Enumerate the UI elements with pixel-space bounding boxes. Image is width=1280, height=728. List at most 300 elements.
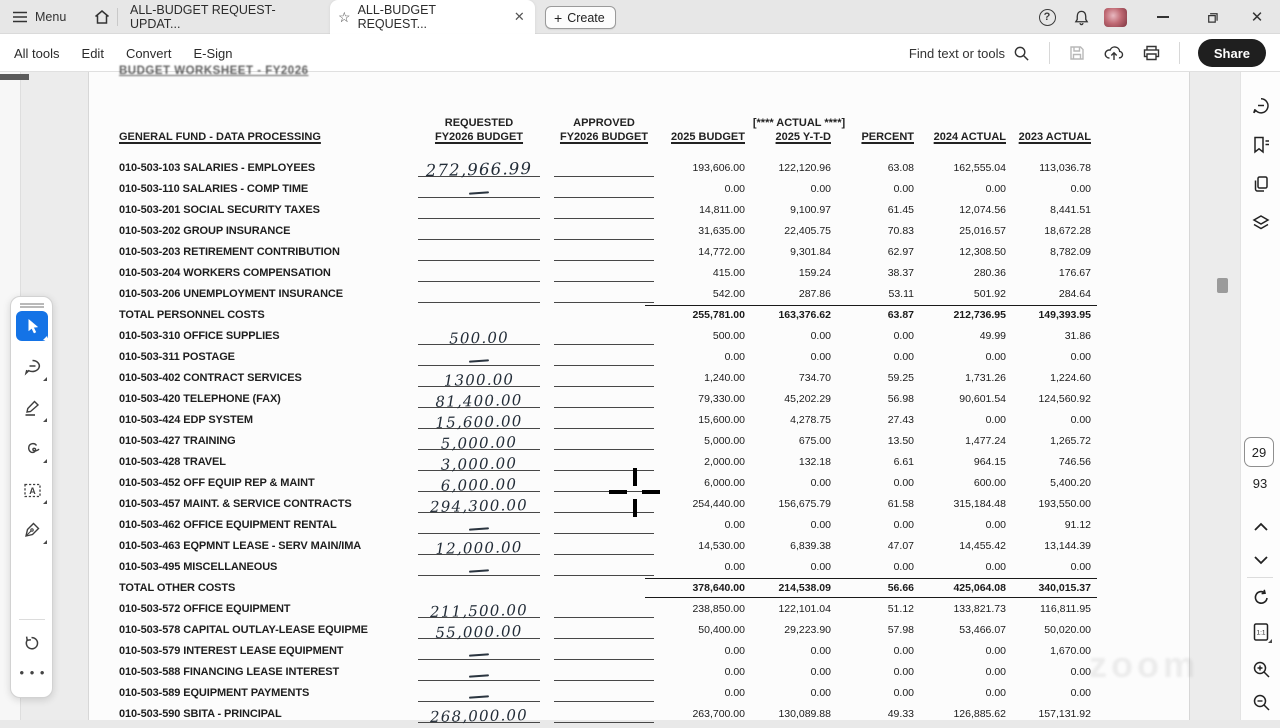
actual-2024-value: 600.00 — [973, 477, 1006, 489]
fill-line — [554, 281, 654, 282]
actual-2023-value: 340,015.37 — [1038, 582, 1091, 594]
tab-2-label: ALL-BUDGET REQUEST... — [357, 3, 436, 31]
percent-value: 0.00 — [893, 183, 914, 195]
table-row — [89, 410, 1191, 431]
actual-2024-value: 964.15 — [973, 456, 1006, 468]
pages-panel-icon — [1251, 174, 1271, 194]
ytd-2025-value: 132.18 — [798, 456, 831, 468]
handwritten-requested-value: 5,000.00 — [440, 433, 518, 453]
fill-line — [418, 365, 540, 366]
actual-2024-value: 212,736.95 — [953, 309, 1006, 321]
requested-fy2026-cell — [416, 515, 542, 536]
table-row — [89, 347, 1191, 368]
ytd-2025-value: 6,839.38 — [790, 540, 831, 552]
actual-2024-value: 53,466.07 — [959, 624, 1006, 636]
actual-2023-value: 1,670.00 — [1050, 645, 1091, 657]
approved-fy2026-cell — [552, 410, 656, 431]
tab-all-tools[interactable]: All tools — [14, 45, 60, 61]
zoom-in-button[interactable] — [1249, 657, 1273, 681]
save-button[interactable] — [1068, 44, 1086, 62]
fill-line — [418, 680, 540, 681]
ytd-2025-value: 0.00 — [810, 351, 831, 363]
fill-line — [554, 239, 654, 240]
fill-line — [554, 533, 654, 534]
collapsed-panel-indicator — [0, 74, 29, 80]
ytd-2025-value: 45,202.29 — [784, 393, 831, 405]
row-account-label: 010-503-402 CONTRACT SERVICES — [119, 372, 302, 384]
page-fit-button[interactable] — [1249, 620, 1273, 644]
approved-fy2026-cell — [552, 494, 656, 515]
tab-1-label: ALL-BUDGET REQUEST-UPDAT... — [130, 3, 276, 31]
ytd-2025-value: 0.00 — [810, 519, 831, 531]
actual-2024-value: 12,308.50 — [959, 246, 1006, 258]
actual-2023-value: 149,393.95 — [1038, 309, 1091, 321]
approved-fy2026-cell — [552, 263, 656, 284]
percent-value: 0.00 — [893, 561, 914, 573]
minimize-button[interactable] — [1146, 0, 1180, 34]
requested-fy2026-cell — [416, 536, 542, 557]
requested-fy2026-cell — [416, 410, 542, 431]
percent-value: 62.97 — [887, 246, 914, 258]
percent-value: 61.45 — [887, 204, 914, 216]
percent-value: 49.33 — [887, 708, 914, 720]
handwritten-dash-mark — [469, 359, 489, 363]
percent-value: 38.37 — [887, 267, 914, 279]
row-account-label: 010-503-495 MISCELLANEOUS — [119, 561, 278, 573]
ytd-2025-value: 214,538.09 — [778, 582, 831, 594]
handwritten-requested-value: 272,966.99 — [425, 158, 533, 181]
row-account-label: 010-503-427 TRAINING — [119, 435, 236, 447]
actual-2024-value: 0.00 — [985, 645, 1006, 657]
ytd-2025-value: 675.00 — [798, 435, 831, 447]
row-account-label: 010-503-202 GROUP INSURANCE — [119, 225, 291, 237]
undo-button[interactable] — [16, 628, 48, 658]
table-row — [89, 242, 1191, 263]
share-button[interactable] — [1198, 39, 1266, 67]
fill-line — [554, 659, 654, 660]
actual-2024-value: 425,064.08 — [953, 582, 1006, 594]
section-title: GENERAL FUND - DATA PROCESSING — [119, 131, 321, 143]
fill-line — [554, 470, 654, 471]
col-header-2024-actual: 2024 ACTUAL — [933, 131, 1006, 143]
account-button[interactable] — [1098, 0, 1132, 34]
percent-value: 47.07 — [887, 540, 914, 552]
approved-fy2026-cell — [552, 599, 656, 620]
budget-2025-value: 0.00 — [724, 666, 745, 678]
percent-value: 63.87 — [887, 309, 914, 321]
table-row — [89, 389, 1191, 410]
fill-line — [418, 218, 540, 219]
share-label: Share — [1213, 45, 1250, 61]
home-icon — [93, 8, 111, 26]
table-row — [89, 599, 1191, 620]
minimize-icon — [1157, 16, 1169, 18]
table-row — [89, 683, 1191, 704]
actual-2024-value: 25,016.57 — [959, 225, 1006, 237]
fill-line — [554, 638, 654, 639]
row-account-label: 010-503-110 SALARIES - COMP TIME — [119, 183, 309, 195]
handwritten-dash-mark — [469, 695, 489, 699]
budget-2025-value: 2,000.00 — [704, 456, 745, 468]
actual-2023-value: 91.12 — [1064, 519, 1091, 531]
budget-2025-value: 263,700.00 — [692, 708, 745, 720]
handwritten-requested-value: 268,000.00 — [429, 705, 529, 727]
table-row — [89, 431, 1191, 452]
percent-value: 0.00 — [893, 645, 914, 657]
close-window-button[interactable] — [1240, 0, 1274, 34]
requested-fy2026-cell — [416, 389, 542, 410]
ytd-2025-value: 122,120.96 — [778, 162, 831, 174]
approved-fy2026-cell — [552, 431, 656, 452]
help-icon: ? — [1039, 9, 1056, 26]
fill-sign-tool-button[interactable] — [16, 515, 48, 545]
percent-value: 56.66 — [887, 582, 914, 594]
actual-2024-value: 0.00 — [985, 414, 1006, 426]
approved-fy2026-cell — [552, 536, 656, 557]
budget-2025-value: 15,600.00 — [698, 414, 745, 426]
ytd-2025-value: 734.70 — [798, 372, 831, 384]
tab-esign[interactable]: E-Sign — [193, 45, 233, 61]
approved-fy2026-cell — [552, 158, 656, 179]
print-icon — [1142, 44, 1161, 62]
hamburger-icon — [12, 10, 28, 24]
quicktools-divider — [19, 619, 45, 620]
approved-fy2026-cell — [552, 515, 656, 536]
handwritten-requested-value: 15,600.00 — [435, 412, 523, 432]
budget-2025-value: 0.00 — [724, 687, 745, 699]
fill-line — [554, 449, 654, 450]
layers-panel-icon — [1251, 213, 1271, 233]
approved-fy2026-cell — [552, 347, 656, 368]
requested-fy2026-cell — [416, 347, 542, 368]
ytd-2025-value: 0.00 — [810, 477, 831, 489]
document-canvas — [0, 65, 1280, 727]
table-row — [89, 326, 1191, 347]
home-button[interactable] — [90, 5, 114, 29]
requested-fy2026-cell — [416, 179, 542, 200]
requested-fy2026-cell — [416, 452, 542, 473]
draw-squiggle-icon — [23, 441, 41, 457]
highlighter-icon — [23, 399, 41, 417]
table-row — [89, 515, 1191, 536]
tab-edit[interactable]: Edit — [81, 45, 104, 61]
budget-2025-value: 378,640.00 — [692, 582, 745, 594]
create-button[interactable] — [545, 6, 616, 29]
tab-document-1[interactable] — [124, 0, 322, 34]
col-header-requested: REQUESTED — [444, 117, 514, 129]
actual-2023-value: 284.64 — [1058, 288, 1091, 300]
rotate-icon — [1252, 588, 1271, 607]
fill-line — [554, 302, 654, 303]
table-row — [89, 494, 1191, 515]
requested-fy2026-cell — [416, 284, 542, 305]
page-total: 93 — [1252, 476, 1268, 491]
budget-2025-value: 500.00 — [712, 330, 745, 342]
actual-2024-value: 501.92 — [973, 288, 1006, 300]
approved-fy2026-cell — [552, 305, 656, 326]
select-tool-button[interactable] — [16, 311, 48, 341]
col-header-2025-budget: 2025 BUDGET — [671, 131, 745, 143]
row-account-label: 010-503-588 FINANCING LEASE INTEREST — [119, 666, 340, 678]
approved-fy2026-cell — [552, 557, 656, 578]
percent-value: 6.61 — [893, 456, 914, 468]
star-icon[interactable]: ☆ — [338, 8, 351, 25]
toolbar-divider — [1179, 42, 1180, 64]
comments-panel-icon — [1251, 96, 1271, 116]
table-row — [89, 284, 1191, 305]
handwritten-dash-mark — [469, 527, 489, 531]
drag-handle[interactable] — [20, 303, 44, 305]
budget-2025-value: 0.00 — [724, 183, 745, 195]
find-label: Find text or tools — [908, 45, 1005, 61]
percent-value: 51.12 — [887, 603, 914, 615]
percent-value: 63.08 — [887, 162, 914, 174]
table-row — [89, 620, 1191, 641]
handwritten-requested-value: 81,400.00 — [435, 391, 523, 411]
approved-fy2026-cell — [552, 662, 656, 683]
upload-cloud-icon — [1104, 44, 1124, 62]
approved-fy2026-cell — [552, 683, 656, 704]
table-row — [89, 704, 1191, 725]
requested-fy2026-cell — [416, 599, 542, 620]
table-row — [89, 179, 1191, 200]
budget-2025-value: 0.00 — [724, 519, 745, 531]
actual-2024-value: 1,477.24 — [965, 435, 1006, 447]
create-label: Create — [567, 10, 605, 25]
actual-2024-value: 280.36 — [973, 267, 1006, 279]
select-arrow-icon — [24, 317, 41, 335]
watermark-ghost: zoom — [1089, 644, 1199, 685]
handwritten-requested-value: 55,000.00 — [435, 622, 523, 642]
requested-fy2026-cell — [416, 641, 542, 662]
more-tools-button[interactable]: • • • — [19, 665, 46, 680]
fill-line — [418, 659, 540, 660]
requested-fy2026-cell — [416, 620, 542, 641]
approved-fy2026-cell — [552, 704, 656, 725]
fill-line — [418, 575, 540, 576]
budget-2025-value: 79,330.00 — [698, 393, 745, 405]
actual-2023-value: 8,441.51 — [1050, 204, 1091, 216]
close-icon: ✕ — [1250, 9, 1264, 26]
approved-fy2026-cell — [552, 326, 656, 347]
help-button[interactable] — [1030, 0, 1064, 34]
col-header-2023-actual: 2023 ACTUAL — [1018, 131, 1091, 143]
next-page-button[interactable] — [1249, 548, 1273, 572]
budget-2025-value: 193,606.00 — [692, 162, 745, 174]
requested-fy2026-cell — [416, 431, 542, 452]
title-bar — [0, 0, 1280, 34]
row-account-label: TOTAL PERSONNEL COSTS — [119, 309, 265, 321]
requested-fy2026-cell — [416, 305, 542, 326]
row-account-label: 010-503-204 WORKERS COMPENSATION — [119, 267, 331, 279]
quick-tools-panel — [10, 296, 53, 698]
requested-fy2026-cell — [416, 326, 542, 347]
fill-line — [418, 302, 540, 303]
ytd-2025-value: 122,101.04 — [778, 603, 831, 615]
row-account-label: 010-503-424 EDP SYSTEM — [119, 414, 253, 426]
fill-line — [554, 407, 654, 408]
requested-fy2026-cell — [416, 704, 542, 725]
avatar — [1104, 8, 1127, 27]
ytd-2025-value: 0.00 — [810, 330, 831, 342]
titlebar-separator — [117, 8, 118, 26]
requested-fy2026-cell — [416, 578, 542, 599]
budget-2025-value: 415.00 — [712, 267, 745, 279]
actual-2023-value: 18,672.28 — [1044, 225, 1091, 237]
fill-line — [418, 533, 540, 534]
actual-2023-value: 31.86 — [1064, 330, 1091, 342]
budget-2025-value: 254,440.00 — [692, 498, 745, 510]
actual-2023-value: 50,020.00 — [1044, 624, 1091, 636]
percent-value: 13.50 — [887, 435, 914, 447]
save-icon — [1068, 44, 1086, 62]
tab-close-icon[interactable]: ✕ — [513, 9, 525, 24]
tab-document-2-active[interactable] — [330, 0, 535, 34]
fill-line — [418, 239, 540, 240]
budget-2025-value: 14,772.00 — [698, 246, 745, 258]
fill-line — [418, 281, 540, 282]
highlight-tool-button[interactable] — [16, 393, 48, 423]
row-account-label: 010-503-428 TRAVEL — [119, 456, 226, 468]
ytd-2025-value: 0.00 — [810, 666, 831, 678]
zoom-in-icon — [1252, 660, 1271, 679]
add-text-tool-button[interactable] — [16, 475, 48, 505]
fill-line — [554, 365, 654, 366]
actual-2023-value: 1,224.60 — [1050, 372, 1091, 384]
handwritten-dash-mark — [469, 569, 489, 573]
row-account-label: 010-503-203 RETIREMENT CONTRIBUTION — [119, 246, 340, 258]
requested-fy2026-cell — [416, 158, 542, 179]
fill-line — [554, 512, 654, 513]
table-row — [89, 305, 1191, 326]
print-button[interactable] — [1142, 44, 1161, 62]
budget-2025-value: 50,400.00 — [698, 624, 745, 636]
ytd-2025-value: 4,278.75 — [790, 414, 831, 426]
table-row — [89, 263, 1191, 284]
rotate-button[interactable] — [1249, 585, 1273, 609]
add-text-icon — [23, 482, 42, 499]
comments-panel-button[interactable] — [1249, 94, 1273, 118]
col-header-actual-span: [**** ACTUAL ****] — [752, 117, 846, 129]
fill-line — [418, 701, 540, 702]
pdf-page[interactable] — [88, 65, 1199, 727]
col-header-approved-2: FY2026 BUDGET — [559, 131, 649, 143]
requested-fy2026-cell — [416, 683, 542, 704]
fill-line — [554, 344, 654, 345]
table-row — [89, 536, 1191, 557]
actual-2024-value: 0.00 — [985, 183, 1006, 195]
budget-2025-value: 5,000.00 — [704, 435, 745, 447]
requested-fy2026-cell — [416, 662, 542, 683]
bookmarks-panel-button[interactable] — [1249, 133, 1273, 157]
budget-2025-value: 1,240.00 — [704, 372, 745, 384]
ytd-2025-value: 9,301.84 — [790, 246, 831, 258]
actual-2024-value: 90,601.54 — [959, 393, 1006, 405]
actual-2023-value: 0.00 — [1070, 414, 1091, 426]
requested-fy2026-cell — [416, 263, 542, 284]
actual-2023-value: 0.00 — [1070, 561, 1091, 573]
row-account-label: 010-503-462 OFFICE EQUIPMENT RENTAL — [119, 519, 337, 531]
actual-2023-value: 5,400.20 — [1050, 477, 1091, 489]
actual-2023-value: 0.00 — [1070, 183, 1091, 195]
vertical-scrollbar-thumb[interactable] — [1217, 278, 1228, 293]
percent-value: 0.00 — [893, 330, 914, 342]
table-row — [89, 578, 1191, 599]
actual-2023-value: 8,782.09 — [1050, 246, 1091, 258]
actual-2024-value: 0.00 — [985, 351, 1006, 363]
handwritten-requested-value: 294,300.00 — [429, 495, 529, 517]
upload-button[interactable] — [1104, 44, 1124, 62]
fill-line — [554, 554, 654, 555]
bell-icon — [1073, 9, 1090, 26]
page-number-input[interactable] — [1244, 437, 1274, 467]
budget-table — [89, 158, 1191, 725]
actual-2023-value: 0.00 — [1070, 666, 1091, 678]
budget-2025-value: 0.00 — [724, 561, 745, 573]
row-account-label: 010-503-589 EQUIPMENT PAYMENTS — [119, 687, 310, 699]
row-account-label: TOTAL OTHER COSTS — [119, 582, 236, 594]
budget-2025-value: 14,530.00 — [698, 540, 745, 552]
budget-2025-value: 542.00 — [712, 288, 745, 300]
layers-panel-button[interactable] — [1249, 211, 1273, 235]
handwritten-requested-value: 211,500.00 — [429, 600, 529, 622]
fill-line — [554, 722, 654, 723]
budget-2025-value: 31,635.00 — [698, 225, 745, 237]
previous-page-button[interactable] — [1249, 515, 1273, 539]
comment-tool-button[interactable] — [16, 352, 48, 382]
notifications-button[interactable] — [1064, 0, 1098, 34]
budget-2025-value: 0.00 — [724, 645, 745, 657]
ytd-2025-value: 287.86 — [798, 288, 831, 300]
worksheet-clipped-header: BUDGET WORKSHEET - FY2026 — [119, 65, 309, 77]
ytd-2025-value: 9,100.97 — [790, 204, 831, 216]
fill-line — [418, 197, 540, 198]
actual-2023-value: 0.00 — [1070, 687, 1091, 699]
actual-2024-value: 133,821.73 — [953, 603, 1006, 615]
page-fit-icon — [1252, 622, 1270, 642]
requested-fy2026-cell — [416, 494, 542, 515]
requested-fy2026-cell — [416, 368, 542, 389]
actual-2023-value: 0.00 — [1070, 351, 1091, 363]
fill-line — [554, 176, 654, 177]
fill-line — [554, 260, 654, 261]
table-row — [89, 221, 1191, 242]
fill-line — [554, 701, 654, 702]
fill-line — [554, 680, 654, 681]
page-down-icon — [1253, 554, 1269, 566]
actual-2024-value: 0.00 — [985, 687, 1006, 699]
row-account-label: 010-503-103 SALARIES - EMPLOYEES — [119, 162, 316, 174]
actual-2024-value: 0.00 — [985, 666, 1006, 678]
find-text-button[interactable] — [909, 34, 1030, 72]
restore-button[interactable] — [1194, 0, 1228, 34]
pages-panel-button[interactable] — [1249, 172, 1273, 196]
menu-button[interactable] — [12, 6, 66, 28]
comment-icon — [23, 358, 42, 376]
zoom-out-button[interactable] — [1249, 690, 1273, 714]
fill-line — [554, 386, 654, 387]
fill-line — [418, 260, 540, 261]
tab-convert[interactable]: Convert — [125, 45, 172, 61]
row-account-label: 010-503-201 SOCIAL SECURITY TAXES — [119, 204, 320, 216]
percent-value: 0.00 — [893, 351, 914, 363]
draw-tool-button[interactable] — [16, 434, 48, 464]
table-row — [89, 452, 1191, 473]
table-row — [89, 557, 1191, 578]
ytd-2025-value: 29,223.90 — [784, 624, 831, 636]
row-account-label: 010-503-457 MAINT. & SERVICE CONTRACTS — [119, 498, 352, 510]
approved-fy2026-cell — [552, 641, 656, 662]
